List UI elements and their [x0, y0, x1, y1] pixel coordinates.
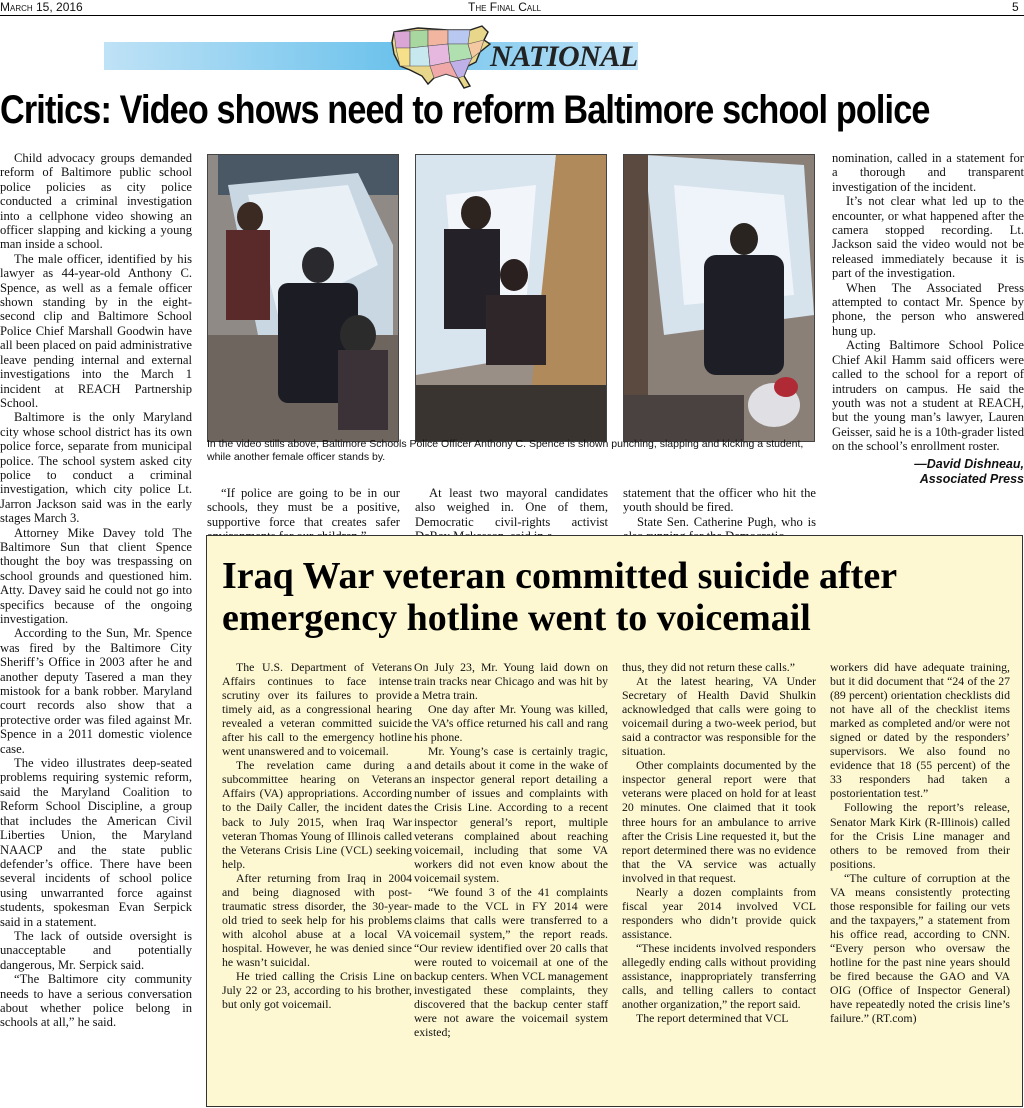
story1-headline: Critics: Video shows need to reform Baltimore school police: [0, 88, 930, 132]
video-still-1: [207, 154, 399, 442]
paragraph: statement that the officer who hit the youth should be fired.: [623, 486, 816, 515]
story1-column-5: [832, 151, 1024, 487]
photo-caption: In the video stills above, Baltimore Schools Police Officer Anthony C. Spence is shown punching, slapping and kicking a student, while another female officer stands by.: [207, 438, 804, 463]
story1-column-1: [0, 151, 192, 1030]
byline-source: Associated Press: [919, 471, 1024, 486]
video-still-2: [415, 154, 607, 442]
paragraph: One day after Mr. Young was killed, the VA’s office returned his call and rang his phone.: [414, 702, 608, 745]
paragraph: The male officer, identified by his lawyer as 44-year-old Anthony C. Spence, as well as a female officer shown standing by in the eight-second clip and Baltimore School Police Chief Marshall Goodwin have all been placed on paid administrative leave pending internal and external investigations into the March 1 incident at REACH Partnership School.: [0, 251, 192, 410]
paragraph: The U.S. Department of Veterans Affairs continues to face intense scrutiny over its failures to provide timely aid, as a congressional hearing revealed a veteran committed suicide after his call to the emergency hotline went unanswered and to voicemail.: [222, 660, 412, 759]
paragraph: Acting Baltimore School Police Chief Akil Hamm said officers were called to the school for a report of intruders on campus. He said the youth was not a student at REACH, but the young man’s lawyer, Lauren Geisser, said he is a 10th-grader listed on the school’s enrollment roster.: [832, 338, 1024, 454]
paragraph: “If police are going to be in our schools, they must be a positive, supportive force that creates safer: [207, 486, 400, 529]
paragraph: Other complaints documented by the inspector general report were that veterans were placed on hold for at least 20 minutes. One claimed that it took three hours for an ambulance to arrive after the Crisis Line requested it, but the report determined there was no evidence that the VA service was actually involved in that request.: [622, 758, 816, 885]
paragraph: thus, they did not return these calls.”: [622, 660, 795, 674]
paragraph: “The culture of corruption at the VA means consistently protecting those responsible for failing our vets and the taxpayers,” a statement from his office read, according to CNN. “Every person who oversaw the hotline for the past nine years should be fired because the GAO and VA OIG (Office of Inspector General) have repeatedly noted the crisis line’s failure.” (RT.com): [830, 870, 1010, 1026]
paragraph: workers did have adequate training, but it did document that “24 of the 27 (89 percent) orientation checklists did not have all of the checklist items marked as completed and/or were not signed or dated by the responders’ supervisors. We also found no evidence that 18 (55 percent) of the 33 responders had taken a postorientation test.”: [830, 660, 1010, 801]
story2-column-3: [622, 660, 816, 1025]
paragraph: When The Associated Press attempted to contact Mr. Spence by phone, the person who answered hung up.: [832, 280, 1024, 338]
paragraph: The lack of outside oversight is unacceptable and potentially dangerous, Mr. Serpick said.: [0, 928, 192, 972]
paragraph: After returning from Iraq in 2004 and being diagnosed with post-traumatic stress disorder, the 30-year-old tried to seek help for his problems with alcohol abuse at a local VA hospital. However, he was denied since he wasn’t suicidal.: [222, 870, 412, 969]
paragraph: He tried calling the Crisis Line on July 22 or 23, according to his brother, but only got voicemail.: [222, 969, 412, 1012]
paragraph: According to the Sun, Mr. Spence was fired by the Baltimore City Sheriff’s Office in 2003 after he and another deputy Tasered a man they mistook for a bank robber. Maryland court records also show that a protective order was filed against Mr. Spence in a 2011 domestic violence case.: [0, 626, 192, 756]
us-map-icon: [388, 22, 496, 92]
paragraph: At least two mayoral candidates also weighed in. One of them, Democratic civil-rights activist: [415, 486, 608, 529]
story2-column-2: [414, 660, 608, 1039]
section-label: NATIONAL: [490, 40, 638, 73]
paragraph: Baltimore is the only Maryland city whose school district has its own police force, separate from municipal police. The school system asked city police to conduct a criminal investigation, which city police Lt. Jarron Jackson said was in the early stages March 3.: [0, 410, 192, 526]
paragraph: Nearly a dozen complaints from fiscal year 2014 involved VCL responders who didn’t provide quick assistance.: [622, 884, 816, 941]
page-number: 5: [1012, 0, 1019, 14]
publication-name: The Final Call: [468, 0, 542, 14]
paragraph: “The Baltimore city community needs to have a serious conversation about whether police belong in schools at all,” he said.: [0, 972, 192, 1030]
paragraph: Following the report’s release, Senator Mark Kirk (R-Illinois) called for the Crisis Line manager and others to be removed from their positions.: [830, 800, 1010, 871]
paragraph: On July 23, Mr. Young laid down on train tracks near Chicago and was hit by a Metra train.: [414, 660, 608, 703]
byline: [832, 457, 1024, 487]
story2-column-4: [830, 660, 1010, 1025]
paragraph: The report determined that VCL: [636, 1011, 789, 1026]
paragraph: At the latest hearing, VA Under Secretary of Health David Shulkin acknowledged that calls were going to voicemail during a two-week period, but said a contractor was responsible for the situation.: [622, 674, 816, 759]
paragraph: Mr. Young’s case is certainly tragic, and details about it come in the wake of an inspector general report detailing a number of issues and complaints with the Crisis Line. According to a recent inspector general’s report, multiple veterans complained about reaching voicemail, including that some VA workers did not even know about the voicemail system.: [414, 744, 608, 885]
paragraph: The revelation came during a subcommittee hearing on Veterans Affairs (VA) appropriations. According to the Daily Caller, the incident dates back to July 2015, when Iraq War veteran Thomas Young of Illinois called the Veterans Crisis Line (VCL) seeking help.: [222, 758, 412, 871]
paragraph: nomination, called in a statement for a thorough and transparent investigation of the incident.: [832, 151, 1024, 194]
paragraph: Attorney Mike Davey told The Baltimore Sun that client Spence thought the boy was trespassing on school grounds and questioned him. Atty. Davey said he could not go into specifics because of the ongoing investigation.: [0, 525, 192, 626]
story2-headline: Iraq War veteran committed suicide after emergency hotline went to voicemail: [222, 555, 897, 639]
paragraph: State Sen. Catherine Pugh, who is: [637, 514, 816, 529]
paragraph: Child advocacy groups demanded reform of Baltimore public school police policies as city police conducted a criminal investigation into a cellphone video showing an officer slapping and kicking a young man inside a school.: [0, 151, 192, 252]
paragraph: It’s not clear what led up to the encounter, or what happened after the camera stopped recording. Lt. Jackson said the video would not be released immediately because it is part of the investigation.: [832, 194, 1024, 281]
paragraph: “We found 3 of the 41 complaints made to the VCL in FY 2014 were claims that calls were transferred to a voicemail system,” the report reads. “Our review identified over 20 calls that were routed to voicemail at one of the backup centers. When VCL management investigated these complaints, they discovered that the backup center staff were not aware the voicemail system existed;: [414, 884, 608, 1040]
issue-date: March 15, 2016: [0, 0, 83, 14]
paragraph: The video illustrates deep-seated problems requiring systemic reform, said the Maryland Coalition to Reform School Discipline, a group that includes the American Civil Liberties Union, the Maryland NAACP and the state public defender’s office. There have been several incidents of school police using unwarranted force against students, spokesman Evan Serpick said in a statement.: [0, 756, 192, 929]
byline-author: —David Dishneau,: [914, 456, 1024, 471]
paragraph: “These incidents involved responders allegedly ending calls without providing assistance, inappropriately transferring calls, and telling callers to contact another organization,” the report said.: [622, 940, 816, 1012]
story2-column-1: [222, 660, 412, 1011]
video-still-3: [623, 154, 815, 442]
running-head: [0, 0, 1024, 16]
